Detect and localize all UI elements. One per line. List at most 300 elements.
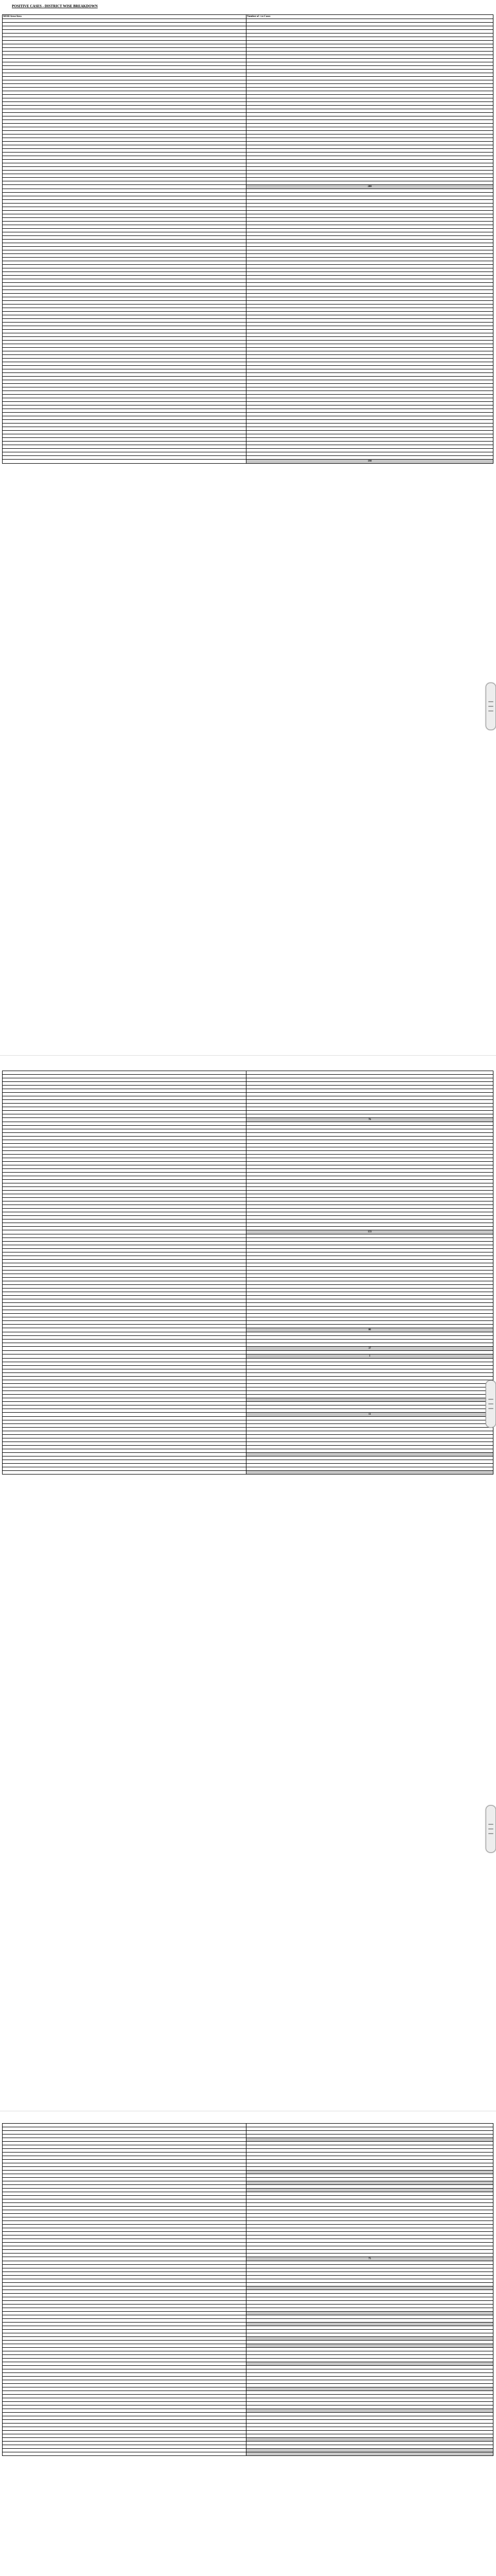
area-cell <box>3 167 246 171</box>
total-value <box>246 2449 493 2452</box>
table-row <box>3 116 493 120</box>
table-row <box>3 1209 493 1212</box>
area-cell <box>3 1242 246 1245</box>
area-cell <box>3 171 246 174</box>
count-cell <box>246 1307 493 1310</box>
table-row <box>3 1391 493 1395</box>
count-cell <box>246 1169 493 1173</box>
area-cell <box>3 113 246 116</box>
total-label <box>3 1347 246 1351</box>
count-cell <box>246 218 493 222</box>
count-cell <box>246 1089 493 1093</box>
table-row <box>3 2434 493 2438</box>
count-cell <box>246 1144 493 1147</box>
table-row <box>3 254 493 258</box>
area-cell <box>3 152 246 156</box>
count-cell <box>246 1191 493 1194</box>
area-cell <box>3 1252 246 1256</box>
count-cell <box>246 2333 493 2337</box>
grip-line <box>488 1824 493 1825</box>
count-cell <box>246 1071 493 1075</box>
area-cell <box>3 2380 246 2384</box>
count-cell <box>246 1209 493 1212</box>
total-label <box>3 1413 246 1417</box>
count-cell <box>246 2445 493 2449</box>
area-cell <box>3 1107 246 1111</box>
area-cell <box>3 268 246 272</box>
grip-line <box>488 710 493 711</box>
area-cell <box>3 387 246 391</box>
table-row <box>3 2373 493 2377</box>
area-cell <box>3 2167 246 2171</box>
total-value <box>246 2452 493 2456</box>
count-cell <box>246 1303 493 1307</box>
area-cell <box>3 2185 246 2189</box>
table-header-row <box>3 15 493 19</box>
table-row <box>3 2294 493 2297</box>
total-row <box>3 2323 493 2326</box>
area-cell <box>3 48 246 52</box>
count-cell <box>246 362 493 366</box>
total-row <box>3 1398 493 1402</box>
table-row <box>3 2301 493 2304</box>
table-row <box>3 387 493 391</box>
area-cell <box>3 254 246 258</box>
table-row <box>3 55 493 59</box>
table-row <box>3 1402 493 1405</box>
table-row <box>3 2427 493 2431</box>
grip-line <box>488 701 493 702</box>
count-cell <box>246 1162 493 1165</box>
count-cell <box>246 59 493 62</box>
table-row <box>3 1417 493 1420</box>
count-cell <box>246 1391 493 1395</box>
count-cell <box>246 1292 493 1296</box>
total-label <box>3 2257 246 2261</box>
table-row <box>3 319 493 323</box>
count-cell <box>246 2127 493 2131</box>
total-label <box>3 2452 246 2456</box>
area-cell <box>3 416 246 420</box>
count-cell <box>246 225 493 229</box>
table-row <box>3 2221 493 2225</box>
scroll-handle-page-1[interactable] <box>486 683 496 730</box>
area-cell <box>3 149 246 152</box>
cases-table-page-1 <box>2 14 493 464</box>
table-row <box>3 1449 493 1453</box>
count-cell <box>246 261 493 265</box>
area-cell <box>3 1467 246 1471</box>
count-cell <box>246 1435 493 1438</box>
scroll-handle-page-2[interactable] <box>486 1380 496 1428</box>
count-cell <box>246 2290 493 2294</box>
count-cell <box>246 48 493 52</box>
table-row <box>3 80 493 84</box>
count-cell <box>246 409 493 413</box>
count-cell <box>246 2424 493 2427</box>
area-cell <box>3 2290 246 2294</box>
area-cell <box>3 1317 246 1321</box>
count-cell <box>246 2207 493 2210</box>
area-cell <box>3 232 246 236</box>
count-cell <box>246 1449 493 1453</box>
count-cell <box>246 341 493 344</box>
count-cell <box>246 391 493 395</box>
area-cell <box>3 456 246 460</box>
area-cell <box>3 1373 246 1377</box>
area-cell <box>3 2413 246 2416</box>
count-cell <box>246 2366 493 2369</box>
table-row <box>3 1377 493 1380</box>
area-cell <box>3 1307 246 1310</box>
area-cell <box>3 62 246 66</box>
area-cell <box>3 1169 246 1173</box>
total-label <box>3 1230 246 1234</box>
count-cell <box>246 323 493 326</box>
area-cell <box>3 2427 246 2431</box>
total-value: 280 <box>246 185 493 189</box>
scroll-handle-page-2-lower[interactable] <box>486 1805 496 1853</box>
count-cell <box>246 1314 493 1317</box>
count-cell <box>246 91 493 95</box>
table-row <box>3 109 493 113</box>
count-cell <box>246 2272 493 2276</box>
table-row <box>3 1093 493 1096</box>
cases-table-page-3 <box>2 2123 493 2456</box>
count-cell <box>246 1336 493 1340</box>
area-cell <box>3 174 246 178</box>
count-cell <box>246 384 493 387</box>
area-cell <box>3 2294 246 2297</box>
count-cell <box>246 2359 493 2362</box>
area-cell <box>3 80 246 84</box>
total-value <box>246 2286 493 2290</box>
table-row <box>3 1223 493 1227</box>
count-cell <box>246 37 493 41</box>
table-row <box>3 106 493 109</box>
table-row <box>3 167 493 171</box>
area-cell <box>3 312 246 315</box>
area-cell <box>3 41 246 44</box>
area-cell <box>3 1158 246 1162</box>
area-cell <box>3 2405 246 2409</box>
table-row <box>3 377 493 380</box>
table-row <box>3 1442 493 1446</box>
count-cell <box>246 2131 493 2134</box>
table-row <box>3 2442 493 2445</box>
area-cell <box>3 142 246 145</box>
count-cell <box>246 2246 493 2250</box>
count-cell <box>246 2149 493 2153</box>
count-cell <box>246 41 493 44</box>
count-cell <box>246 2420 493 2424</box>
count-cell <box>246 276 493 279</box>
count-cell <box>246 1373 493 1377</box>
count-cell <box>246 1369 493 1373</box>
count-cell <box>246 1351 493 1354</box>
count-cell <box>246 26 493 30</box>
table-row <box>3 359 493 362</box>
count-cell <box>246 2221 493 2225</box>
area-cell <box>3 265 246 268</box>
count-cell <box>246 2442 493 2445</box>
table-row <box>3 445 493 449</box>
area-cell <box>3 2174 246 2178</box>
table-row <box>3 2243 493 2246</box>
count-cell <box>246 301 493 304</box>
table-row <box>3 218 493 222</box>
table-row <box>3 1104 493 1107</box>
table-row <box>3 1191 493 1194</box>
count-cell <box>246 2265 493 2268</box>
grip-line <box>488 1833 493 1834</box>
total-label <box>3 1398 246 1402</box>
total-row <box>3 2138 493 2142</box>
area-cell <box>3 1096 246 1100</box>
table-row <box>3 152 493 156</box>
total-row <box>3 2452 493 2456</box>
count-cell <box>246 1387 493 1391</box>
count-cell <box>246 2214 493 2217</box>
area-cell <box>3 1464 246 1467</box>
area-cell <box>3 1201 246 1205</box>
count-cell <box>246 1194 493 1198</box>
table-row <box>3 1431 493 1435</box>
count-cell <box>246 380 493 384</box>
count-cell <box>246 70 493 73</box>
table-row <box>3 181 493 185</box>
count-cell <box>246 1198 493 1201</box>
table-row <box>3 2348 493 2351</box>
area-cell <box>3 1176 246 1180</box>
area-cell <box>3 272 246 276</box>
area-cell <box>3 2276 246 2279</box>
total-value <box>246 2171 493 2174</box>
area-cell <box>3 1289 246 1292</box>
area-cell <box>3 2243 246 2246</box>
total-row <box>3 1453 493 1456</box>
count-cell <box>246 1173 493 1176</box>
area-cell <box>3 218 246 222</box>
table-row <box>3 222 493 225</box>
table-row <box>3 1446 493 1449</box>
area-cell <box>3 2319 246 2323</box>
count-cell <box>246 2239 493 2243</box>
area-cell <box>3 2308 246 2312</box>
total-value <box>246 2362 493 2366</box>
table-row <box>3 413 493 416</box>
count-cell <box>246 2355 493 2359</box>
area-cell <box>3 2163 246 2167</box>
area-cell <box>3 1216 246 1219</box>
table-row <box>3 2225 493 2228</box>
count-cell <box>246 1093 493 1096</box>
count-cell <box>246 442 493 445</box>
table-row <box>3 1366 493 1369</box>
table-row <box>3 1180 493 1183</box>
table-row <box>3 1183 493 1187</box>
area-cell <box>3 1183 246 1187</box>
area-cell <box>3 445 246 449</box>
area-cell <box>3 1089 246 1093</box>
count-cell <box>246 102 493 106</box>
count-cell <box>246 2377 493 2380</box>
count-cell <box>246 1366 493 1369</box>
count-cell <box>246 2315 493 2319</box>
area-cell <box>3 2232 246 2235</box>
table-row <box>3 373 493 377</box>
total-row <box>3 2189 493 2192</box>
table-row <box>3 1314 493 1317</box>
count-cell <box>246 449 493 452</box>
table-row <box>3 1212 493 1216</box>
header-count: Number of +ve Cases <box>246 15 493 19</box>
area-cell <box>3 138 246 142</box>
area-cell <box>3 449 246 452</box>
count-cell <box>246 1165 493 1169</box>
count-cell <box>246 2283 493 2286</box>
area-cell <box>3 1456 246 1460</box>
table-row <box>3 196 493 200</box>
table-row <box>3 211 493 214</box>
area-cell <box>3 73 246 77</box>
table-row <box>3 66 493 70</box>
count-cell <box>246 1428 493 1431</box>
count-cell <box>246 254 493 258</box>
count-cell <box>246 1417 493 1420</box>
total-row <box>3 1354 493 1359</box>
total-value: 1 <box>246 1354 493 1359</box>
table-row <box>3 2185 493 2189</box>
table-row <box>3 265 493 268</box>
count-cell <box>246 116 493 120</box>
area-cell <box>3 1369 246 1373</box>
table-row <box>3 1274 493 1278</box>
area-cell <box>3 30 246 33</box>
count-cell <box>246 2217 493 2221</box>
table-row <box>3 405 493 409</box>
table-row <box>3 156 493 160</box>
area-cell <box>3 1082 246 1086</box>
total-value: 190 <box>246 460 493 464</box>
area-cell <box>3 1162 246 1165</box>
table-row <box>3 449 493 452</box>
total-label <box>3 1354 246 1359</box>
count-cell <box>246 207 493 211</box>
table-row <box>3 326 493 330</box>
count-cell <box>246 1285 493 1289</box>
area-cell <box>3 1111 246 1114</box>
count-cell <box>246 427 493 431</box>
table-row <box>3 420 493 423</box>
table-row <box>3 1158 493 1162</box>
table-row <box>3 2174 493 2178</box>
count-cell <box>246 2268 493 2272</box>
count-cell <box>246 304 493 308</box>
area-cell <box>3 1303 246 1307</box>
count-cell <box>246 1384 493 1387</box>
count-cell <box>246 1256 493 1260</box>
count-cell <box>246 2373 493 2377</box>
table-row <box>3 1278 493 1281</box>
count-cell <box>246 88 493 91</box>
count-cell <box>246 2416 493 2420</box>
table-row <box>3 1114 493 1118</box>
count-cell <box>246 1151 493 1155</box>
table-row <box>3 2351 493 2355</box>
table-row <box>3 163 493 167</box>
count-cell <box>246 258 493 261</box>
count-cell <box>246 2225 493 2228</box>
count-cell <box>246 1082 493 1086</box>
count-cell <box>246 431 493 434</box>
table-row <box>3 113 493 116</box>
total-value <box>246 2438 493 2442</box>
area-cell <box>3 2210 246 2214</box>
table-row <box>3 283 493 286</box>
table-row <box>3 1387 493 1391</box>
area-cell <box>3 2348 246 2351</box>
table-row <box>3 131 493 134</box>
area-cell <box>3 2199 246 2203</box>
area-cell <box>3 1435 246 1438</box>
count-cell <box>246 1267 493 1270</box>
area-cell <box>3 1209 246 1212</box>
area-cell <box>3 286 246 290</box>
table-row <box>3 384 493 387</box>
table-row <box>3 1362 493 1366</box>
area-cell <box>3 2192 246 2196</box>
count-cell <box>246 395 493 398</box>
table-row <box>3 1129 493 1133</box>
area-cell <box>3 1147 246 1151</box>
area-cell <box>3 52 246 55</box>
count-cell <box>246 1216 493 1219</box>
count-cell <box>246 1464 493 1467</box>
count-cell <box>246 1431 493 1435</box>
count-cell <box>246 265 493 268</box>
count-cell <box>246 2210 493 2214</box>
area-cell <box>3 2395 246 2398</box>
area-cell <box>3 214 246 218</box>
table-row <box>3 1165 493 1169</box>
table-row <box>3 2330 493 2333</box>
area-cell <box>3 1227 246 1230</box>
grip-line <box>488 1399 493 1400</box>
table-row <box>3 1227 493 1230</box>
area-cell <box>3 1180 246 1183</box>
table-row <box>3 204 493 207</box>
area-cell <box>3 1234 246 1238</box>
count-cell <box>246 84 493 88</box>
area-cell <box>3 442 246 445</box>
area-cell <box>3 380 246 384</box>
table-row <box>3 337 493 341</box>
area-cell <box>3 1126 246 1129</box>
area-cell <box>3 98 246 102</box>
table-row <box>3 1340 493 1343</box>
table-row <box>3 2398 493 2402</box>
table-row <box>3 2445 493 2449</box>
table-row <box>3 2431 493 2434</box>
area-cell <box>3 373 246 377</box>
count-cell <box>246 240 493 243</box>
table-row <box>3 2196 493 2199</box>
count-cell <box>246 1140 493 1144</box>
table-row <box>3 1086 493 1089</box>
area-cell <box>3 290 246 294</box>
total-value <box>246 2409 493 2413</box>
